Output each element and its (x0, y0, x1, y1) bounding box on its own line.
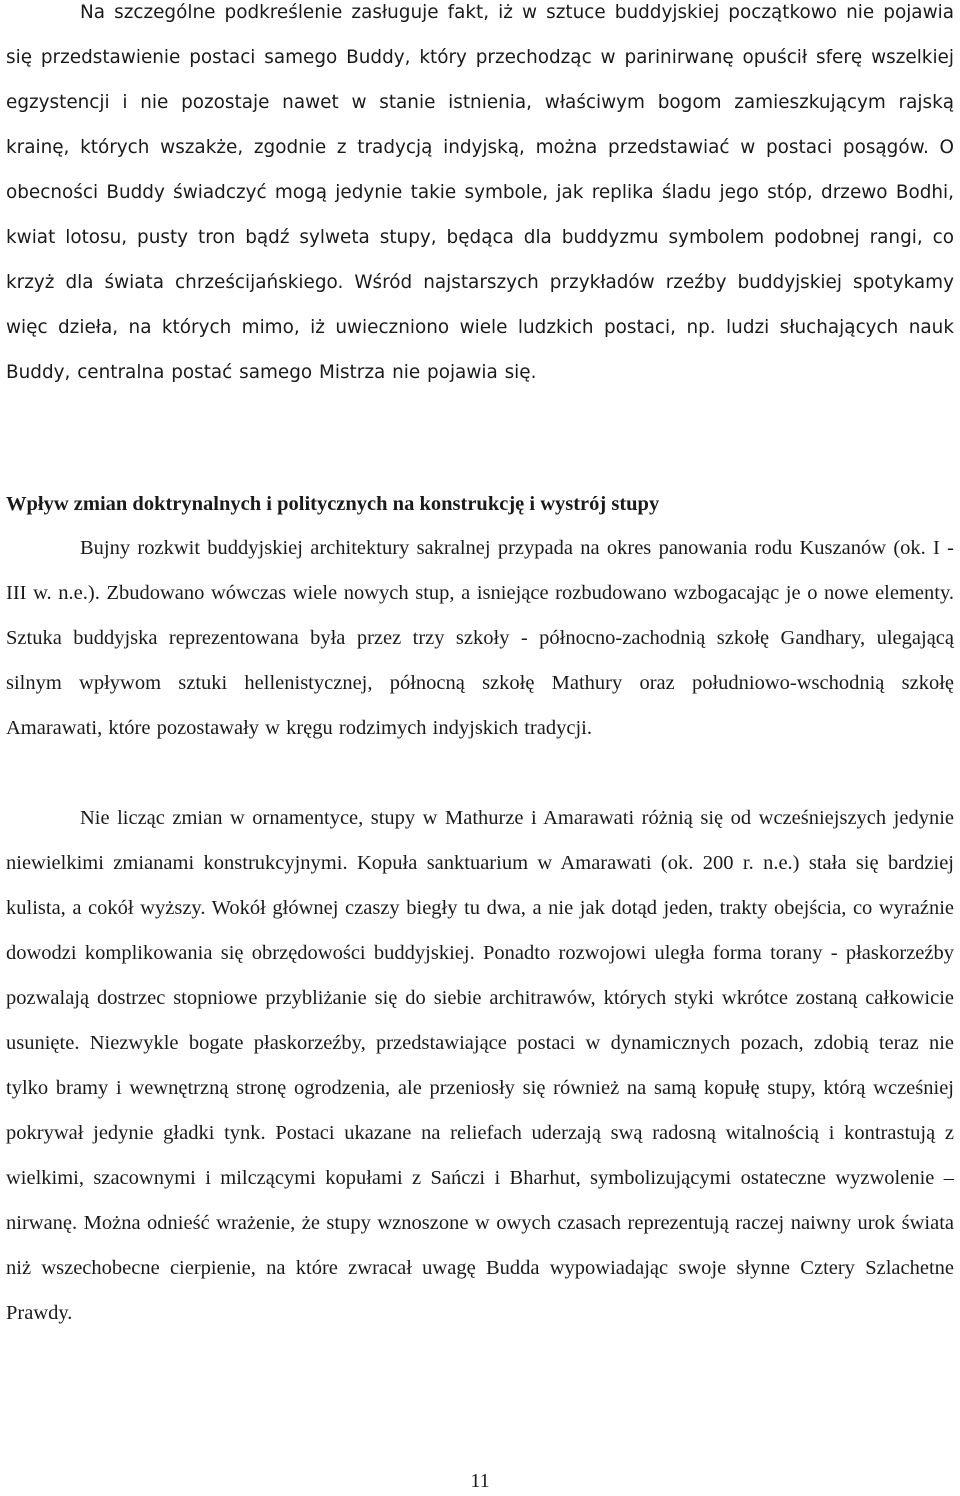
paragraph-intro-part-b: O obecności Buddy świadczyć mogą jedynie takie symbole, jak replika śladu jego stóp, drzewo Bodhi, kwiat lotosu, pusty tron bądź sylweta stupy, będąca dla buddyzmu symbolem podobnej rangi, co krzyż dla świata chrześcijańskiego. (6, 137, 955, 293)
page-number: 11 (470, 1470, 490, 1492)
paragraph-kushan: Bujny rozkwit buddyjskiej architektury sakralnej przypada na okres panowania rodu Kuszanów (ok. I - III w. n.e.). Zbudowano wówczas wiele nowych stup, a isniejące rozbudowano wzbogacając je o nowe elementy. Sztuka buddyjska reprezentowana była przez trzy szkoły - północno-zachodnią szkołę Gandhary, ulegającą silnym wpływom sztuki hellenistycznej, północną szkołę Mathury oraz południowo-wschodnią szkołę Amarawati, które pozostawały w kręgu rodzimych indyjskich tradycji. (6, 537, 954, 739)
section-heading: Wpływ zmian doktrynalnych i politycznych na konstrukcję i wystrój stupy (6, 493, 660, 515)
paragraph-intro (6, 0, 954, 395)
paragraph-mathura-amaravati: Nie licząc zmian w ornamentyce, stupy w Mathurze i Amarawati różnią się od wcześniejszych jedynie niewielkimi zmianami konstrukcyjnymi. Kopuła sanktuarium w Amarawati (ok. 200 r. n.e.) stała się bardziej kulista, a cokół wyższy. Wokół głównej czaszy biegły tu dwa, a nie jak dotąd jeden, trakty obejścia, co wyraźnie dowodzi komplikowania się obrzędowości buddyjskiej. Ponadto rozwojowi uległa forma torany - płaskorzeźby pozwalają dostrzec stopniowe przybliżanie się do siebie architrawów, których styki wkrótce zostaną całkowicie usunięte. Niezwykle bogate płaskorzeźby, przedstawiające postaci w dynamicznych pozach, zdobią teraz nie tylko bramy i wewnętrzną stronę ogrodzenia, ale przeniosły się również na samą kopułę stupy, którą wcześniej pokrywał jedynie gładki tynk. Postaci ukazane na reliefach uderzają swą radosną witalnością i kontrastują z wielkimi, szacownymi i milczącymi kopułami z Sańczi i Bharhut, symbolizującymi ostateczne wyzwolenie – nirwanę. Można odnieść wrażenie, że stupy wznoszone w owych czasach reprezentują raczej naiwny urok świata niż wszechobecne cierpienie, na które zwracał uwagę Budda wypowiadając swoje słynne Cztery Szlachetne Prawdy. (6, 807, 954, 1324)
paragraph-intro-part-c: Wśród najstarszych przykładów rzeźby buddyjskiej spotykamy więc dzieła, na których mimo, iż uwieczniono wiele ludzkich postaci, np. ludzi słuchających nauk Buddy, centralna postać samego Mistrza nie pojawia się. (6, 272, 954, 383)
paragraph-intro-part-a: Na szczególne podkreślenie zasługuje fakt, iż w sztuce buddyjskiej początkowo nie pojawia się przedstawienie postaci samego Buddy, który przechodząc w parinirwanę opuścił sferę wszelkiej egzystencji i nie pozostaje nawet w stanie istnienia, właściwym bogom zamieszkującym rajską krainę, których wszakże, zgodnie z tradycją indyjską, można przedstawiać w postaci posągów. (6, 2, 954, 158)
